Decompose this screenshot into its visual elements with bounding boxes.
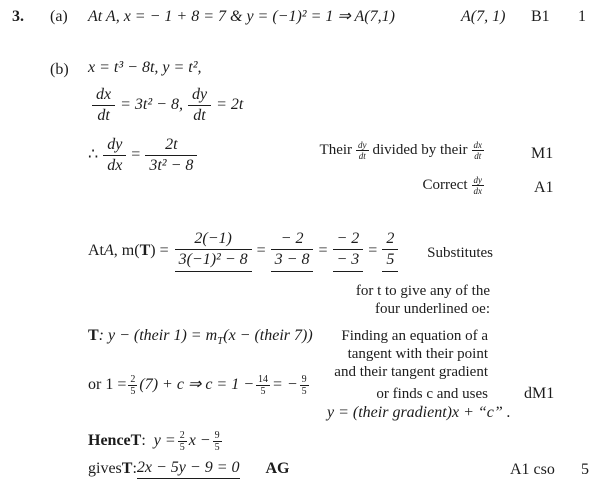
fraction-dx-dt [92,86,115,125]
colon-text: : [141,432,146,450]
small-dx: dx [473,140,482,150]
f2-numerator: − 2 [271,230,314,250]
question-number: 3. [12,8,24,25]
derivatives-line [92,86,248,125]
hence-y-equals: y = [153,432,176,450]
hence-tangent-line [88,430,224,453]
or-c-value-line [88,374,311,397]
or-f2-den: 5 [260,386,266,397]
therefore-symbol: ∴ [88,146,99,164]
tangent-T-symbol: T [88,327,99,344]
comment-substitutes: Substitutes [427,245,493,261]
colon-text: : [132,460,137,477]
gives-text: gives [88,460,122,477]
small-dt: dt [358,151,366,162]
comment-their-pre: Their [319,142,353,159]
part-a-answer: A(7, 1) [461,8,506,25]
small-dy2: dy [473,175,482,185]
or-f3-den: 5 [301,386,307,397]
part-b-mark-total: 5 [581,461,589,478]
small-fraction-2-5 [128,374,137,397]
comment-substitutes-line2: for t to give any of the [355,283,490,299]
dy-dx-numerator: dy [103,136,126,156]
tangent-body-2: (x − (their 7)) [223,327,313,344]
f3-denominator: − 3 [333,250,364,272]
sub-denominator: 3(−1)² − 8 [175,250,252,272]
comment-y-gradient-form: y = (their gradient)x + “c” . [327,404,511,421]
sub-numerator: 2(−1) [175,230,252,250]
small-fraction-9-5b [213,430,222,453]
fraction-2-over-5 [382,230,398,272]
m-open-text: , m( [113,241,140,259]
m-close-text: ) = [150,241,169,259]
gradient-at-A-line [88,230,398,272]
tangent-T-symbol: T [130,432,142,450]
equals-sign: = [131,146,141,164]
rhs-denominator: 3t² − 8 [149,156,194,174]
or-f1-den: 5 [130,386,136,397]
part-b-parametric-equations: x = t³ − 8t, y = t², [88,59,202,76]
f4-denominator: 5 [382,250,398,272]
at-text: At [88,241,104,259]
hence-x-minus: x − [188,432,211,450]
tangent-equation-line [88,327,313,348]
fraction-substituted [175,230,252,272]
final-tangent-equation: 2x − 5y − 9 = 0 [137,459,240,479]
small-dt2: dt [474,151,482,162]
or-middle-2: = − [272,376,298,394]
small-fraction-9-5 [300,374,309,397]
answer-given-label: AG [265,460,290,477]
fraction-minus2-over-minus3 [333,230,364,272]
f4-numerator: 2 [382,230,398,250]
small-dx2: dx [473,186,482,197]
fraction-dy-dt [188,86,211,125]
comment-finding-line2: tangent with their point [347,346,488,362]
therefore-line [88,136,197,175]
or-prefix: or 1 = [88,376,127,394]
part-b-label: (b) [50,61,69,78]
fraction-minus2-over-3minus8 [271,230,314,272]
equals-sign: = [256,241,266,259]
dy-dt-numerator: dy [188,86,211,106]
derivative-y-expression: = 2t [216,96,244,114]
tangent-T-symbol: T [121,460,133,477]
hence-text: Hence [88,432,131,450]
small-fraction-dy-dt [356,140,369,162]
mark-a1: A1 [534,179,554,196]
dx-dt-denominator: dt [97,106,110,124]
small-fraction-2-5b [178,430,187,453]
tangent-body-1: : y − (their 1) = m [98,327,218,344]
hence-f2-den: 5 [214,442,220,453]
comment-finding-line3: and their tangent gradient [334,364,488,380]
derivative-x-expression: = 3t² − 8, [120,96,183,114]
comment-finding-line1: Finding an equation of a [341,328,488,344]
equals-sign: = [368,241,378,259]
part-a-working: At A, x = − 1 + 8 = 7 & y = (−1)² = 1 ⇒ A(7,1) [88,8,395,25]
comment-substitutes-line3: four underlined oe: [375,301,490,317]
comment-correct-pre: Correct [422,177,468,194]
hence-f1-num: 2 [179,430,185,441]
dy-dx-denominator: dx [107,156,123,174]
mark-a1-cso: A1 cso [510,461,555,478]
tangent-T-symbol: T [139,241,151,259]
comment-their-derivatives [320,140,488,162]
mark-m1: M1 [531,145,554,162]
part-a-label: (a) [50,8,68,25]
equals-sign: = [318,241,328,259]
dy-dt-denominator: dt [193,106,206,124]
small-dy: dy [358,140,367,150]
comment-correct-derivative [423,175,488,197]
dx-dt-numerator: dx [92,86,115,106]
f3-numerator: − 2 [333,230,364,250]
or-f2-num: 14 [258,374,269,385]
or-middle-1: (7) + c ⇒ c = 1 − [139,376,255,394]
hence-f1-den: 5 [179,442,185,453]
small-fraction-dx-dt [472,140,485,162]
gives-tangent-line [88,459,290,479]
part-a-mark-b1: B1 [531,8,550,25]
point-A-symbol: A [104,241,114,259]
or-f3-num: 9 [301,374,307,385]
rhs-numerator: 2t [145,136,197,156]
gradient-subscript-T: T [217,335,224,348]
mark-dm1: dM1 [524,385,555,402]
fraction-dy-dx [103,136,126,175]
f2-denominator: 3 − 8 [271,250,314,272]
hence-f2-num: 9 [214,430,220,441]
part-a-mark-total: 1 [578,8,586,25]
or-f1-num: 2 [130,374,136,385]
comment-their-mid: divided by their [372,142,468,159]
small-fraction-dy-dx [472,175,485,197]
comment-finding-line4: or finds c and uses [376,386,488,402]
fraction-2t-over-3t2-8 [145,136,197,175]
small-fraction-14-5 [256,374,270,397]
